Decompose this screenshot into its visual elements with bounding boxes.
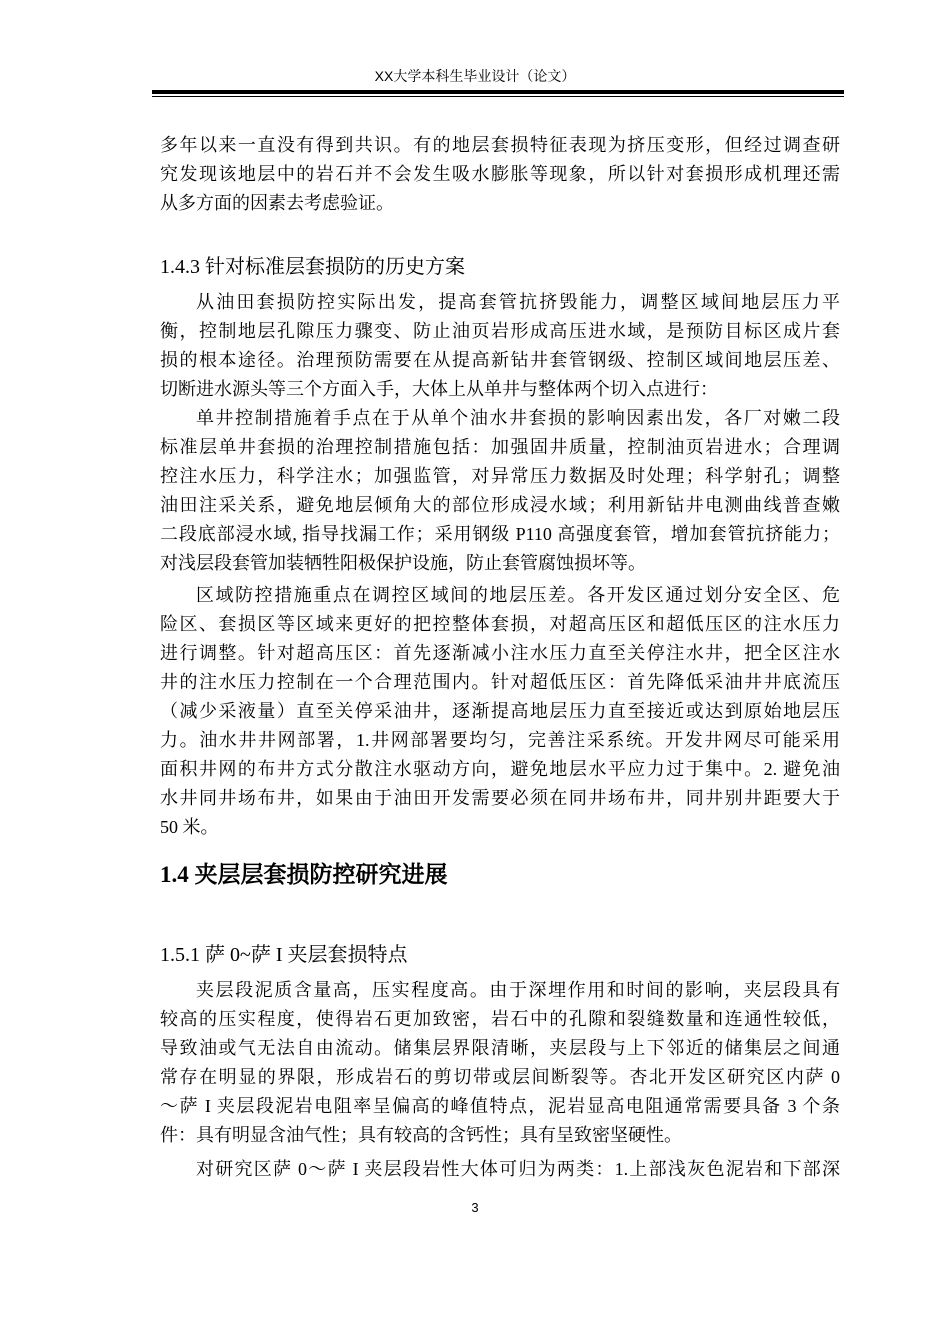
text-line: 损的根本途径。治理预防需要在从提高新钻井套管钢级、控制区域间地层压差、 (160, 350, 840, 370)
header-rule-thick (152, 90, 844, 94)
text-line: 水井同井场布井，如果由于油田开发需要必须在同井场布井，同井别井距要大于 (160, 788, 840, 808)
text-line: 面积井网的布井方式分散注水驱动方向，避免地层水平应力过于集中。2. 避免油 (160, 759, 840, 779)
text-line: 件：具有明显含油气性；具有较高的含钙性；具有呈致密坚硬性。 (160, 1125, 682, 1145)
text-line: 对研究区萨 0～萨 I 夹层段岩性大体可归为两类：1.上部浅灰色泥岩和下部深 (196, 1159, 840, 1179)
section-heading-1-4: 1.4 夹层层套损防控研究进展 (160, 862, 448, 887)
page-header-title: XX大学本科生毕业设计（论文） (374, 68, 576, 84)
paragraph-interlayer-features (160, 976, 840, 1150)
paragraph-continued (160, 131, 840, 218)
text-line: 常存在明显的界限，形成岩石的剪切带或层间断裂等。杏北开发区研究区内萨 0 (160, 1067, 840, 1087)
text-line: 对浅层段套管加装牺牲阳极保护设施，防止套管腐蚀损坏等。 (160, 553, 646, 573)
text-line: 衡，控制地层孔隙压力骤变、防止油页岩形成高压进水域，是预防目标区成片套 (160, 321, 840, 341)
text-line: 从多方面的因素去考虑验证。 (160, 193, 394, 213)
text-line: （减少采液量）直至关停采油井，逐渐提高地层压力直至接近或达到原始地层压 (160, 701, 840, 721)
text-line: 井的注水压力控制在一个合理范围内。针对超低压区：首先降低采油井井底流压 (160, 672, 840, 692)
text-line: 进行调整。针对超高压区：首先逐渐减小注水压力直至关停注水井，把全区注水 (160, 643, 840, 663)
text-line: 控注水压力，科学注水；加强监管，对异常压力数据及时处理；科学射孔；调整 (160, 466, 840, 486)
paragraph-lithology (160, 1155, 840, 1184)
text-line: 导致油或气无法自由流动。储集层界限清晰，夹层段与上下邻近的储集层之间通 (160, 1038, 840, 1058)
paragraph-history-overview (160, 288, 840, 404)
section-heading-1-5-1: 1.5.1 萨 0~萨 I 夹层套损特点 (160, 944, 408, 966)
header-rule-thin (152, 96, 844, 97)
text-line: 标准层单井套损的治理控制措施包括：加强固井质量，控制油页岩进水；合理调 (160, 437, 840, 457)
paragraph-regional-control (160, 581, 840, 842)
text-line: 二段底部浸水域, 指导找漏工作；采用钢级 P110 高强度套管，增加套管抗挤能力； (160, 524, 840, 544)
text-line: 切断进水源头等三个方面入手，大体上从单井与整体两个切入点进行： (160, 379, 718, 399)
text-line: 从油田套损防控实际出发，提高套管抗挤毁能力，调整区域间地层压力平 (196, 292, 840, 312)
text-line: 油田注采关系，避免地层倾角大的部位形成浸水域；利用新钻井电测曲线普查嫩 (160, 495, 840, 515)
text-line: 夹层段泥质含量高，压实程度高。由于深埋作用和时间的影响，夹层段具有 (196, 980, 840, 1000)
text-line: 单井控制措施着手点在于从单个油水井套损的影响因素出发，各厂对嫩二段 (196, 408, 840, 428)
page-number: 3 (471, 1200, 479, 1215)
section-heading-1-4-3: 1.4.3 针对标准层套损防的历史方案 (160, 256, 465, 278)
text-line: 力。油水井井网部署，1.井网部署要均匀，完善注采系统。开发井网尽可能采用 (160, 730, 840, 750)
paragraph-single-well (160, 404, 840, 578)
text-line: 险区、套损区等区域来更好的把控整体套损，对超高压区和超低压区的注水压力 (160, 614, 840, 634)
text-line: 多年以来一直没有得到共识。有的地层套损特征表现为挤压变形，但经过调查研 (160, 135, 840, 155)
text-line: 较高的压实程度，使得岩石更加致密，岩石中的孔隙和裂缝数量和连通性较低， (160, 1009, 840, 1029)
text-line: 究发现该地层中的岩石并不会发生吸水膨胀等现象，所以针对套损形成机理还需 (160, 164, 840, 184)
text-line: ～萨 I 夹层段泥岩电阻率呈偏高的峰值特点，泥岩显高电阻通常需要具备 3 个条 (160, 1096, 840, 1116)
text-line: 50 米。 (160, 817, 219, 837)
text-line: 区域防控措施重点在调控区域间的地层压差。各开发区通过划分安全区、危 (196, 585, 840, 605)
